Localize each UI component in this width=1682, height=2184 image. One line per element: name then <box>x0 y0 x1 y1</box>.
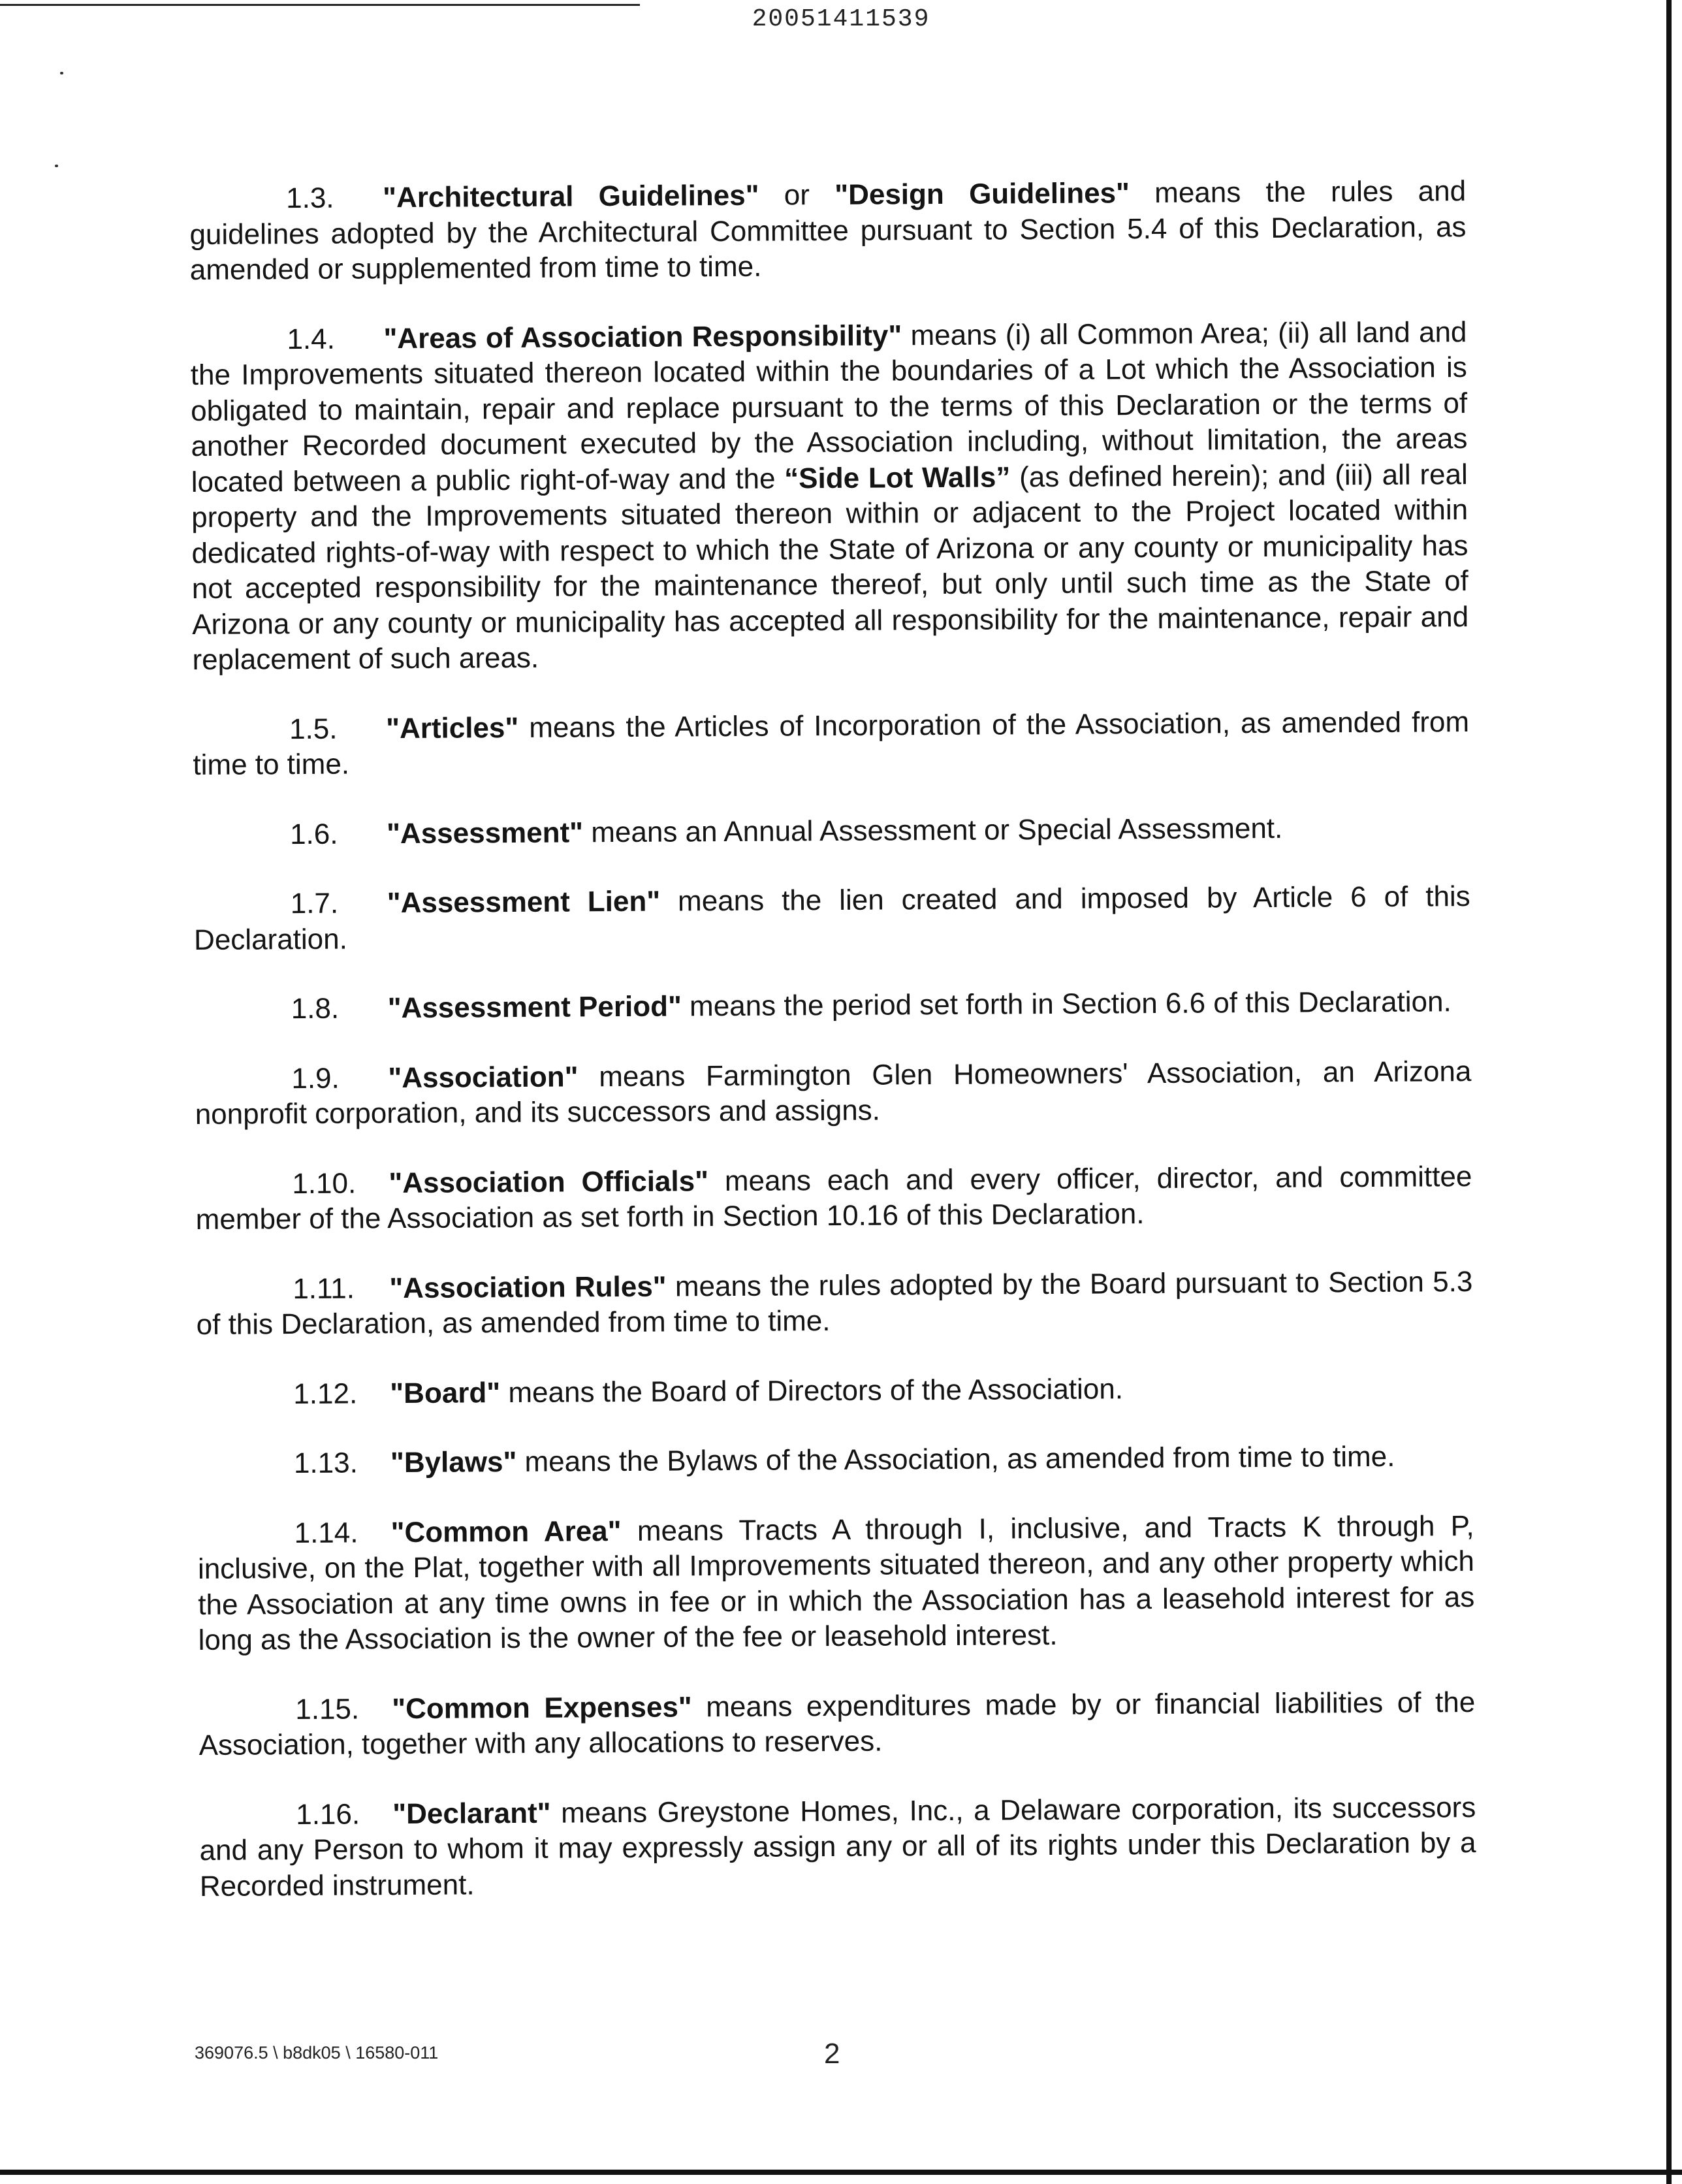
section-number: 1.7. <box>290 887 339 920</box>
definition-text: means each and every officer, director, and committee member of the Association as set forth in Section 10.16 of this Declaration. <box>195 1160 1472 1236</box>
definition-text: means the Bylaws of the Association, as amended from time to time. <box>516 1440 1395 1478</box>
definition-paragraph <box>199 1790 1476 1904</box>
document-number: 20051411539 <box>752 5 930 33</box>
footer-file-code: 369076.5 \ b8dk05 \ 16580-011 <box>195 2043 439 2063</box>
definition-text: means Greystone Homes, Inc., a Delaware corporation, its successors and any Person to whom it may expressly assign any or all of its rights under this Declaration by a Recorded instrument. <box>199 1791 1476 1903</box>
section-number: 1.12. <box>293 1377 358 1410</box>
definition-text: means the rules adopted by the Board pursuant to Section 5.3 of this Declaration, as amended from time to time. <box>196 1265 1473 1341</box>
scan-right-border <box>1666 0 1672 2184</box>
defined-term: "Assessment" <box>386 816 584 850</box>
definition-paragraph <box>195 984 1471 1027</box>
section-number: 1.11. <box>293 1272 355 1305</box>
defined-term: “Side Lot Walls” <box>784 460 1011 494</box>
definition-paragraph <box>189 174 1467 288</box>
defined-term: "Association" <box>388 1060 579 1094</box>
definition-text: (as defined herein); and (iii) all real property and the Improvements situated thereon within or adjacent to the Project located within dedicated rights-of-way with respect to which the State of Arizona or any county or municipality has not accepted responsibility for the maintenance thereof, but only until such time as the State of Arizona or any county or municipality has accepted all responsibility for the maintenance, repair and replacement of such areas. <box>191 458 1469 676</box>
definition-text: means Tracts A through I, inclusive, and Tracts K through P, inclusive, on the Plat, together with all Improvements situated thereon, and any other property which the Association at any time owns in fee or in which the Association has a leasehold interest for as long as the Association is the owner of the fee or leasehold interest. <box>197 1509 1475 1656</box>
scan-bottom-border <box>0 2170 1682 2175</box>
section-number: 1.3. <box>286 182 334 215</box>
defined-term: "Common Expenses" <box>392 1690 692 1725</box>
section-number: 1.5. <box>289 713 338 745</box>
definition-text: means (i) all Common Area; (ii) all land and the Improvements situated thereon located within the boundaries of a Lot which the Association is obligated to maintain, repair and replace pursuant to the terms of this Declaration or the terms of another Recorded document executed by the Association including, without limitation, the areas located between a public right-of-way and the <box>190 315 1468 498</box>
scan-speck <box>60 72 63 74</box>
definition-text: means the Articles of Incorporation of the Association, as amended from time to time. <box>193 705 1470 781</box>
definition-paragraph <box>194 879 1471 958</box>
definition-text: or <box>759 178 835 212</box>
definition-text: means the period set forth in Section 6.6 of this Declaration. <box>681 986 1452 1023</box>
defined-term: "Association Rules" <box>389 1270 667 1304</box>
defined-term: "Areas of Association Responsibility" <box>383 319 902 355</box>
section-number: 1.8. <box>291 992 340 1025</box>
definitions-body <box>189 174 1476 1938</box>
defined-term: "Architectural Guidelines" <box>383 179 759 214</box>
definition-paragraph <box>198 1685 1476 1764</box>
definition-paragraph <box>197 1439 1474 1482</box>
section-number: 1.14. <box>294 1516 358 1549</box>
definition-text: means the rules and guidelines adopted by the Architectural Committee pursuant to Section 5.4 of this Declaration, as amended or supplemented from time to time. <box>189 175 1467 286</box>
section-number: 1.10. <box>292 1166 357 1200</box>
section-number: 1.13. <box>293 1447 358 1480</box>
defined-term: "Assessment Lien" <box>387 885 661 920</box>
defined-term: "Bylaws" <box>390 1445 517 1479</box>
definition-text: means expenditures made by or financial liabilities of the Association, together with any allocations to reserves. <box>198 1686 1476 1761</box>
definition-text: means the Board of Directors of the Association. <box>500 1372 1124 1409</box>
defined-term: "Design Guidelines" <box>834 177 1130 211</box>
section-number: 1.15. <box>295 1692 360 1726</box>
definition-paragraph <box>195 1054 1472 1133</box>
section-number: 1.9. <box>291 1062 340 1095</box>
defined-term: "Articles" <box>385 711 519 745</box>
defined-term: "Association Officials" <box>389 1164 709 1199</box>
defined-term: "Board" <box>390 1376 501 1409</box>
section-number: 1.6. <box>289 818 338 850</box>
page-number: 2 <box>824 2038 840 2070</box>
definition-text: means an Annual Assessment or Special Assessment. <box>582 812 1283 848</box>
section-number: 1.16. <box>296 1797 360 1831</box>
definition-paragraph <box>197 1509 1474 1659</box>
definition-text: means the lien created and imposed by Article 6 of this Declaration. <box>193 880 1470 956</box>
scan-speck <box>55 165 58 167</box>
defined-term: "Common Area" <box>390 1515 622 1549</box>
definition-paragraph <box>193 810 1470 853</box>
definition-text: means Farmington Glen Homeowners' Association, an Arizona nonprofit corporation, and its successors and assigns. <box>195 1055 1472 1131</box>
defined-term: "Assessment Period" <box>387 990 682 1025</box>
definition-paragraph <box>190 315 1468 679</box>
section-number: 1.4. <box>287 323 336 355</box>
defined-term: "Declarant" <box>392 1797 551 1830</box>
definition-paragraph <box>197 1370 1473 1413</box>
definition-paragraph <box>193 705 1470 784</box>
definition-paragraph <box>196 1264 1473 1343</box>
definition-paragraph <box>195 1159 1472 1238</box>
